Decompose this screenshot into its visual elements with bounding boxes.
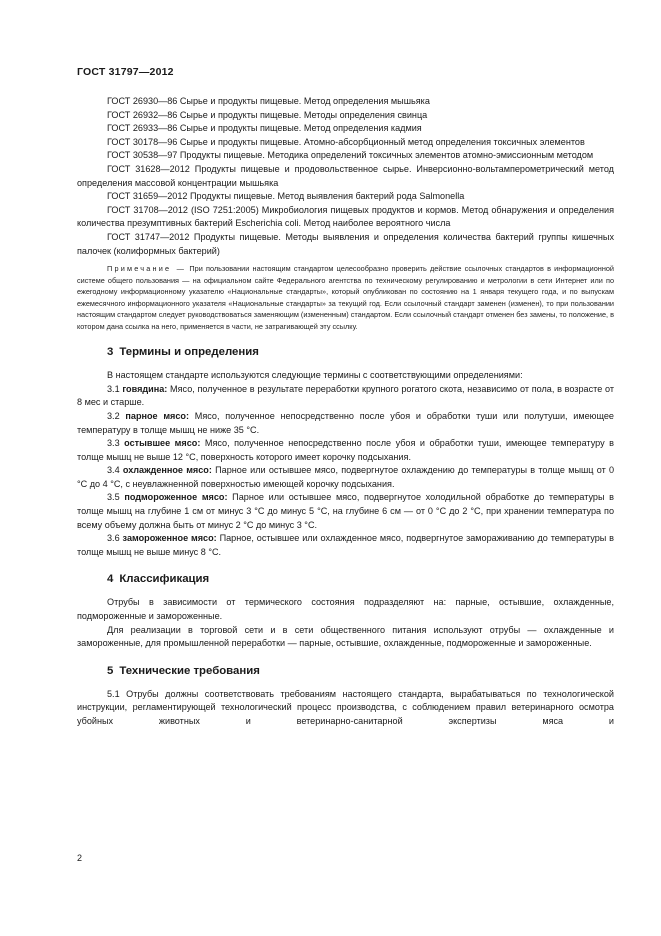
term-number: 3.6 bbox=[107, 533, 120, 544]
term-number: 3.5 bbox=[107, 492, 120, 503]
term-text: Парное, остывшее или охлажденное мясо, подвергнутое замораживанию до температуры в толще мышц не выше минус 8 °С. bbox=[77, 533, 615, 557]
reference-item: ГОСТ 26930—86 Сырье и продукты пищевые. Метод определения мышьяка bbox=[107, 96, 430, 106]
section-title: Термины и определения bbox=[119, 346, 259, 359]
reference-item: ГОСТ 26932—86 Сырье и продукты пищевые. Методы определения свинца bbox=[107, 109, 428, 120]
section-heading-3 bbox=[107, 346, 614, 358]
term-definition bbox=[77, 491, 614, 532]
reference-item: ГОСТ 31708—2012 (ISO 7251:2005) Микробиология пищевых продуктов и кормов. Метод обнаружения и определения количества презумптивных бактерий Escherichia coli. Метод наиболее вероятного числа bbox=[77, 204, 614, 229]
page-content bbox=[77, 95, 614, 729]
term-name: охлажденное мясо: bbox=[122, 465, 212, 476]
term-text: Мясо, полученное непосредственно после убоя и обработки туши, имеющее температуру в толще мышц не выше 12 °С, поверхность которого имеет корочку подсыхания. bbox=[77, 438, 614, 462]
term-definition bbox=[77, 532, 614, 559]
reference-item: ГОСТ 31628—2012 Продукты пищевые и продовольственное сырье. Инверсионно-вольтамперометрический метод определения массовой концентрации мышьяка bbox=[77, 163, 614, 188]
term-number: 3.2 bbox=[107, 410, 120, 421]
term-definition bbox=[77, 437, 614, 464]
section-number: 5 bbox=[107, 664, 114, 677]
section-number: 4 bbox=[107, 573, 114, 586]
note-label: Примечание — bbox=[107, 264, 187, 274]
term-text: Парное или остывшее мясо, подвергнутое холодильной обработке до температуры в толще мышц на глубине 1 см от минус 3 °С до минус 5 °С, на глубине 6 см — от 0 °С до 2 °С, при хранении температура по всему объему должна быть от минус 2 °С до минус 3 °С. bbox=[77, 492, 615, 530]
term-name: остывшее мясо: bbox=[124, 438, 201, 449]
term-name: парное мясо: bbox=[125, 410, 190, 421]
section-number: 3 bbox=[107, 346, 114, 359]
term-text: Парное или остывшее мясо, подвергнутое охлаждению до температуры в толще мышц от 0 °С до 4 °С, с неувлажненной поверхностью имеющей корочку подсыхания. bbox=[77, 465, 615, 489]
section-title: Технические требования bbox=[119, 664, 260, 677]
reference-item: ГОСТ 30538—97 Продукты пищевые. Методика определений токсичных элементов атомно-эмиссионным методом bbox=[107, 150, 594, 161]
term-name: замороженное мясо: bbox=[122, 533, 217, 544]
body-paragraph: 5.1 Отрубы должны соответствовать требованиям настоящего стандарта, вырабатываться по технологической инструкции, регламентирующей технологический процесс производства, с соблюдением правил ветеринарного осмотра убойных животных и ветеринарно-санитарной экспертизы мяса и bbox=[77, 688, 614, 726]
reference-item: ГОСТ 30178—96 Сырье и продукты пищевые. Атомно-абсорбционный метод определения токсичных элементов bbox=[107, 136, 585, 147]
note-text: При пользовании настоящим стандартом целесообразно проверить действие ссылочных стандартов в информационной системе общего пользования — на официальном сайте Федерального агентства по техническому регулированию и метрологии в сети Интернет или по ежегодному информационному указателю «Национальные стандарты», который опубликован по состоянию на 1 января текущего года, и по выпускам ежемесячного информационного указателя «Национальные стандарты» за текущий год. Если ссылочный стандарт заменен (изменен), то при пользовании настоящим стандартом следует руководствоваться заменяющим (измененным) стандартом. Если ссылочный стандарт отменен без замены, то положение, в котором дана ссылка на него, применяется в части, не затрагивающей эту ссылку. bbox=[77, 264, 614, 331]
note-paragraph bbox=[77, 263, 614, 332]
term-number: 3.1 bbox=[107, 383, 120, 394]
term-text: Мясо, полученное в результате переработки крупного рогатого скота, независимо от пола, в возрасте от 8 мес и старше. bbox=[77, 383, 614, 408]
section-title: Классификация bbox=[119, 573, 210, 586]
term-name: говядина: bbox=[122, 383, 168, 394]
reference-item: ГОСТ 26933—86 Сырье и продукты пищевые. Метод определения кадмия bbox=[107, 123, 422, 134]
term-definition bbox=[77, 383, 614, 410]
body-paragraph: Отрубы в зависимости от термического состояния подразделяют на: парные, остывшие, охлажденные, подмороженные и замороженные. bbox=[77, 597, 614, 622]
reference-item: ГОСТ 31659—2012 Продукты пищевые. Метод выявления бактерий рода Salmonella bbox=[107, 191, 465, 202]
reference-item: ГОСТ 31747—2012 Продукты пищевые. Методы выявления и определения количества бактерий группы кишечных палочек (колиформных бактерий) bbox=[77, 231, 614, 256]
term-number: 3.4 bbox=[107, 465, 120, 476]
page-header: ГОСТ 31797—2012 bbox=[77, 66, 174, 78]
body-paragraph: Для реализации в торговой сети и в сети общественного питания используют отрубы — охлажденные и замороженные, для промышленной переработки — парные, остывшие, охлажденные, подмороженные и замороженные. bbox=[77, 624, 614, 649]
term-definition bbox=[77, 464, 614, 491]
term-number: 3.3 bbox=[107, 438, 120, 449]
section-heading-4 bbox=[107, 573, 614, 585]
section-intro: В настоящем стандарте используются следующие термины с соответствующими определениями: bbox=[107, 370, 523, 381]
page-number: 2 bbox=[77, 853, 83, 863]
term-name: подмороженное мясо: bbox=[124, 492, 228, 503]
term-definition bbox=[77, 410, 614, 437]
reference-list bbox=[77, 95, 614, 258]
section-heading-5 bbox=[107, 665, 614, 677]
term-text: Мясо, полученное непосредственно после убоя и обработки туши или полутуши, имеющее температуру в толще мышц не ниже 35 °С. bbox=[77, 410, 614, 435]
